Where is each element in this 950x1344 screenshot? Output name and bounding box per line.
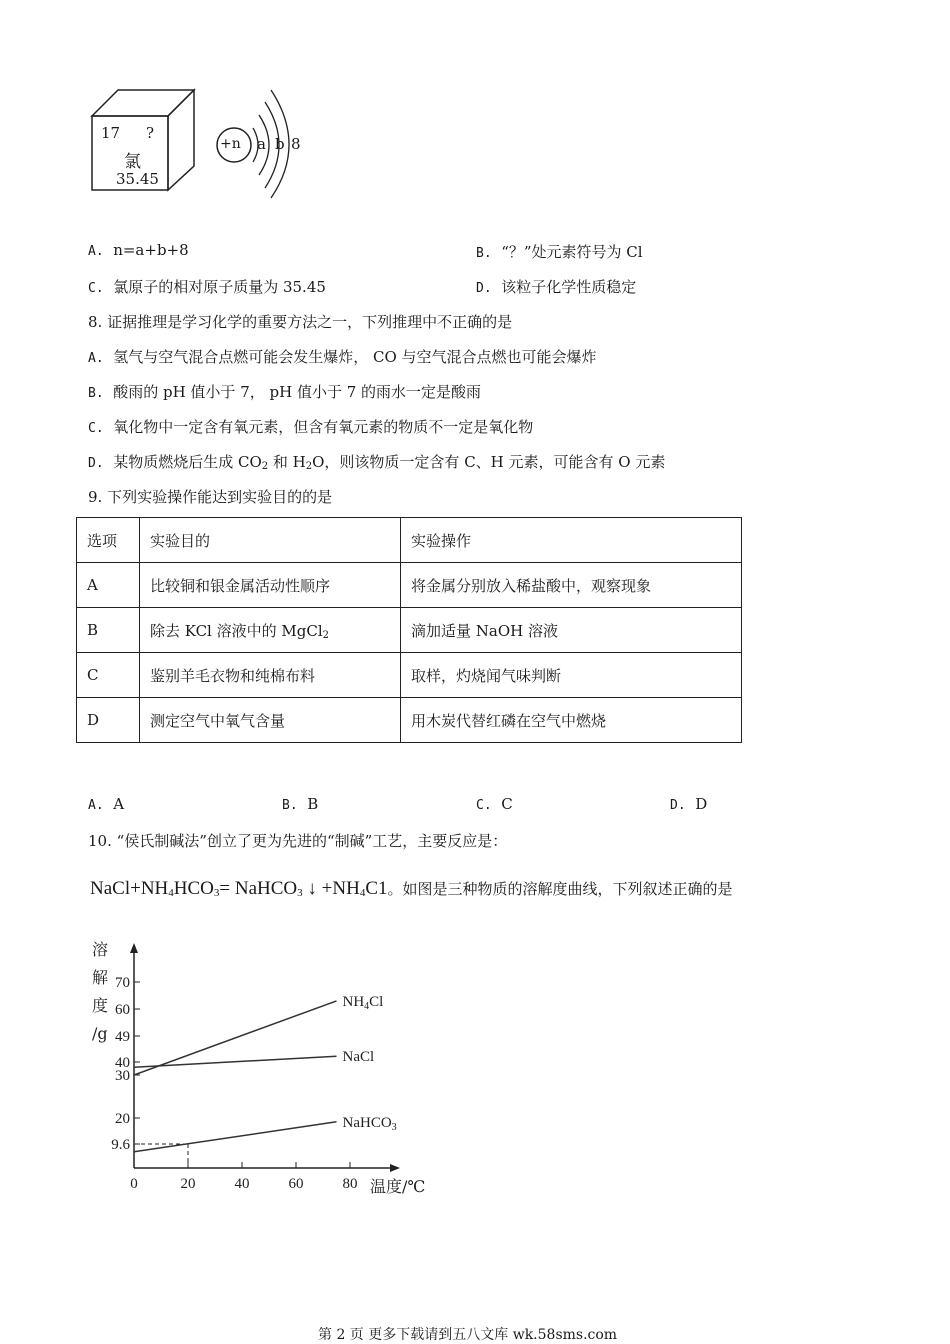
table-row bbox=[77, 698, 742, 743]
y-axis-label-char: 溶 bbox=[92, 940, 109, 959]
table-header-cell: 实验目的 bbox=[140, 518, 401, 563]
x-tick-label: 20 bbox=[180, 1176, 196, 1192]
y-tick-label: 30 bbox=[115, 1068, 130, 1084]
goal-text: 除去 KCl 溶液中的 MgCl bbox=[150, 621, 323, 640]
y-tick-label: 70 bbox=[115, 975, 130, 991]
series-label-subscript: 4 bbox=[364, 1000, 370, 1012]
q7-option-a[interactable] bbox=[88, 241, 189, 259]
formula-part: ↓ +NH bbox=[302, 878, 360, 899]
q10-stem: 10. “侯氏制碱法”创立了更为先进的“制碱”工艺，主要反应是： bbox=[88, 832, 508, 850]
option-label: D. bbox=[476, 281, 492, 296]
y-tick-label: 9.6 bbox=[111, 1137, 130, 1153]
series-line bbox=[134, 1122, 337, 1152]
option-label: C. bbox=[476, 798, 492, 813]
experiment-table bbox=[76, 517, 742, 743]
table-cell-operation: 用木炭代替红磷在空气中燃烧 bbox=[401, 698, 742, 743]
y-tick-label: 60 bbox=[115, 1002, 130, 1018]
atom-nucleus-charge: +n bbox=[220, 136, 241, 152]
element-atomic-mass: 35.45 bbox=[116, 170, 159, 188]
series-label bbox=[343, 994, 384, 1012]
q9-stem: 9. 下列实验操作能达到实验目的的是 bbox=[88, 488, 333, 506]
subscript: 3 bbox=[297, 887, 303, 899]
option-text-part: 某物质燃烧后生成 CO bbox=[113, 453, 262, 471]
series-line bbox=[134, 1056, 337, 1067]
table-header-cell: 实验操作 bbox=[401, 518, 742, 563]
series-line bbox=[134, 1001, 337, 1075]
option-label: B. bbox=[282, 798, 298, 813]
option-label: A. bbox=[88, 351, 104, 366]
q7-option-b[interactable] bbox=[476, 241, 643, 262]
option-text: n=a+b+8 bbox=[113, 241, 189, 259]
page-footer: 第 2 页 更多下载请到五八文库 wk.58sms.com bbox=[318, 1327, 618, 1343]
x-axis-arrow bbox=[390, 1164, 400, 1172]
option-label: D. bbox=[670, 798, 686, 813]
q9-option-b[interactable] bbox=[282, 795, 318, 813]
option-text: 氯原子的相对原子质量为 35.45 bbox=[113, 278, 326, 296]
q8-option-c[interactable] bbox=[88, 416, 533, 437]
table-cell-operation: 将金属分别放入稀盐酸中，观察现象 bbox=[401, 563, 742, 608]
subscript: 2 bbox=[305, 461, 313, 472]
x-tick-label: 60 bbox=[288, 1176, 304, 1192]
option-label: D. bbox=[88, 456, 104, 471]
option-label: B. bbox=[476, 246, 492, 261]
subscript: 4 bbox=[168, 887, 174, 899]
formula-part: = NaHCO bbox=[219, 878, 298, 899]
q10-reaction-line bbox=[90, 878, 733, 900]
option-label: B. bbox=[88, 386, 104, 401]
q9-option-c[interactable] bbox=[476, 795, 513, 813]
table-cell-goal: 测定空气中氧气含量 bbox=[140, 698, 401, 743]
q10-stem-continued: 。如图是三种物质的溶解度曲线，下列叙述正确的是 bbox=[387, 880, 733, 898]
subscript: 3 bbox=[213, 887, 220, 899]
option-text-part: O，则该物质一定含有 C、H 元素，可能含有 O 元素 bbox=[312, 453, 666, 471]
y-tick-label: 49 bbox=[115, 1029, 130, 1045]
table-row bbox=[77, 608, 742, 653]
q9-option-d[interactable] bbox=[670, 795, 707, 813]
table-row bbox=[77, 563, 742, 608]
subscript: 4 bbox=[359, 887, 366, 899]
formula-part: NaCl+NH bbox=[90, 878, 169, 899]
y-axis-label-char: /g bbox=[92, 1024, 108, 1043]
y-axis-label-char: 度 bbox=[92, 996, 109, 1015]
q9-option-a[interactable] bbox=[88, 795, 124, 813]
option-text: 氧化物中一定含有氧元素，但含有氧元素的物质不一定是氧化物 bbox=[113, 418, 534, 436]
q7-option-d[interactable] bbox=[476, 276, 636, 297]
solubility-chart bbox=[80, 935, 440, 1205]
reaction-formula bbox=[90, 878, 388, 899]
series-label-text: Cl bbox=[369, 993, 384, 1010]
table-cell-option: C bbox=[77, 653, 140, 698]
formula-part: HCO bbox=[173, 878, 214, 899]
table-cell-goal: 比较铜和银金属活动性顺序 bbox=[140, 563, 401, 608]
option-text: “？”处元素符号为 Cl bbox=[501, 243, 643, 261]
q7-option-c[interactable] bbox=[88, 276, 326, 297]
y-tick-label: 40 bbox=[115, 1055, 130, 1071]
q8-option-b[interactable] bbox=[88, 381, 481, 402]
element-unknown-symbol: ? bbox=[146, 124, 155, 142]
series-label-text: NaCl bbox=[342, 1049, 375, 1066]
subscript: 2 bbox=[261, 461, 269, 472]
option-text: 氢气与空气混合点燃可能会发生爆炸， CO 与空气混合点燃也可能会爆炸 bbox=[113, 348, 597, 366]
table-cell-option: A bbox=[77, 563, 140, 608]
element-name: 氯 bbox=[124, 152, 141, 172]
atom-shell-1: a bbox=[257, 135, 266, 153]
option-label: C. bbox=[88, 421, 104, 436]
x-tick-label: 0 bbox=[130, 1176, 138, 1192]
series-label-subscript: 3 bbox=[391, 1121, 397, 1133]
option-text: A bbox=[113, 795, 125, 813]
q8-option-d[interactable] bbox=[88, 451, 665, 472]
option-label: A. bbox=[88, 244, 104, 259]
y-tick-label: 20 bbox=[115, 1111, 130, 1127]
element-atomic-number: 17 bbox=[101, 124, 121, 142]
series-label bbox=[343, 1049, 375, 1065]
table-cell-goal bbox=[140, 608, 401, 653]
atom-shell-3: 8 bbox=[291, 135, 301, 153]
table-cell-option: D bbox=[77, 698, 140, 743]
option-text: 该粒子化学性质稳定 bbox=[501, 278, 637, 296]
option-text: C bbox=[501, 795, 513, 813]
table-row bbox=[77, 653, 742, 698]
table-header-cell: 选项 bbox=[77, 518, 140, 563]
q8-option-a[interactable] bbox=[88, 346, 597, 367]
y-axis-arrow bbox=[130, 943, 138, 953]
subscript: 2 bbox=[322, 629, 329, 641]
x-axis-label: 温度/℃ bbox=[370, 1177, 426, 1196]
x-tick-label: 80 bbox=[342, 1176, 358, 1192]
table-header-row bbox=[77, 518, 742, 563]
formula-part: C1 bbox=[365, 878, 388, 899]
option-label: C. bbox=[88, 281, 104, 296]
q8-stem: 8. 证据推理是学习化学的重要方法之一，下列推理中不正确的是 bbox=[88, 313, 513, 331]
table-cell-operation: 滴加适量 NaOH 溶液 bbox=[401, 608, 742, 653]
series-label-text: NH bbox=[342, 993, 365, 1010]
series-label-text: NaHCO bbox=[342, 1114, 392, 1131]
option-text: D bbox=[695, 795, 708, 813]
y-axis-label-char: 解 bbox=[92, 968, 109, 987]
option-text-part: 和 H bbox=[268, 453, 306, 471]
option-label: A. bbox=[88, 798, 104, 813]
x-tick-label: 40 bbox=[234, 1176, 250, 1192]
option-text: B bbox=[307, 795, 319, 813]
table-cell-option: B bbox=[77, 608, 140, 653]
table-cell-operation: 取样，灼烧闻气味判断 bbox=[401, 653, 742, 698]
table-cell-goal: 鉴别羊毛衣物和纯棉布料 bbox=[140, 653, 401, 698]
series-label bbox=[343, 1115, 397, 1133]
atom-shell-2: b bbox=[275, 135, 285, 153]
option-text: 酸雨的 pH 值小于 7， pH 值小于 7 的雨水一定是酸雨 bbox=[113, 383, 482, 401]
